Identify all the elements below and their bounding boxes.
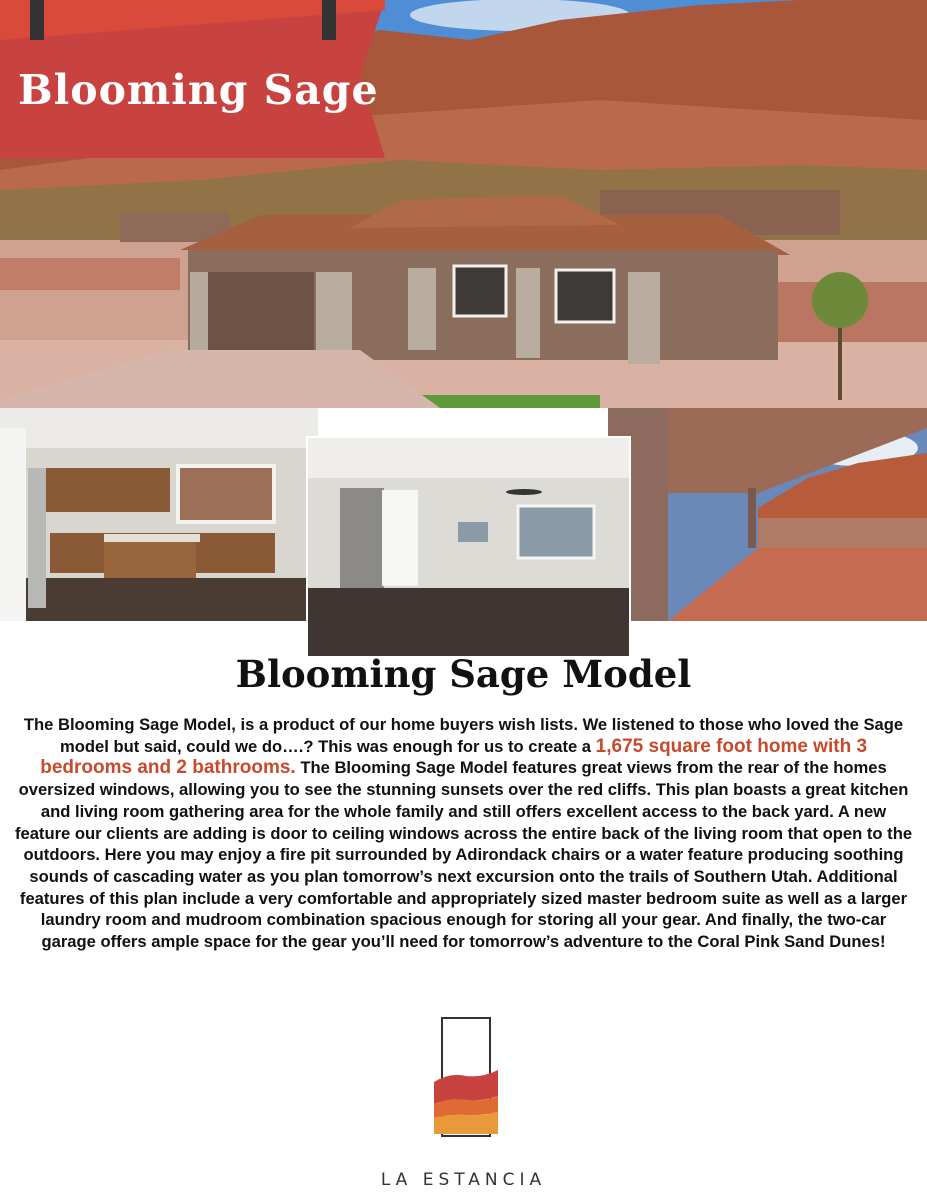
living-room-photo	[306, 436, 631, 658]
kitchen-photo	[0, 408, 318, 621]
banner-top-stripe	[0, 0, 385, 40]
description-body: The Blooming Sage Model features great views from the rear of the homes oversized windows, allowing you to see the stunning sunsets over the red cliffs. This plan boasts a great kitchen and living room gathering area for the whole family and still offers excellent access to the back yard. A new feature our clients are adding is door to ceiling windows across the entire back of the living room that open to the outdoors. Here you may enjoy a fire pit surrounded by Adirondack chairs or a water feature producing soothing sounds of cascading water as you plan tomorrow’s next excursion onto the trails of Southern Utah. Additional features of this plan include a very comfortable and appropriately sized master bedroom suite as well as a larger laundry room and mudroom combination spacious enough for storing all your gear. And finally, the two-car garage offers ample space for the gear you’ll need for tomorrow’s adventure to the Coral Pink Sand Dunes!	[14, 758, 913, 952]
page-heading: Blooming Sage Model	[235, 652, 692, 696]
interior-photo-gallery	[0, 408, 927, 652]
brand-name: LA ESTANCIA	[380, 1170, 547, 1190]
la-estancia-logo-icon	[430, 1016, 498, 1138]
description-intro: The Blooming Sage Model, is a product of our home buyers wish lists. We listened to those who loved the Sage model but said, could we do….? This was enough for us to create a	[23, 715, 904, 756]
hero-house-photo	[0, 0, 927, 408]
banner-title: Blooming Sage	[18, 66, 379, 114]
description-highlight: 1,675 square foot home with 3 bedrooms and 2 bathrooms.	[40, 735, 868, 779]
description-paragraph	[14, 714, 913, 953]
back-patio-photo	[608, 408, 927, 621]
